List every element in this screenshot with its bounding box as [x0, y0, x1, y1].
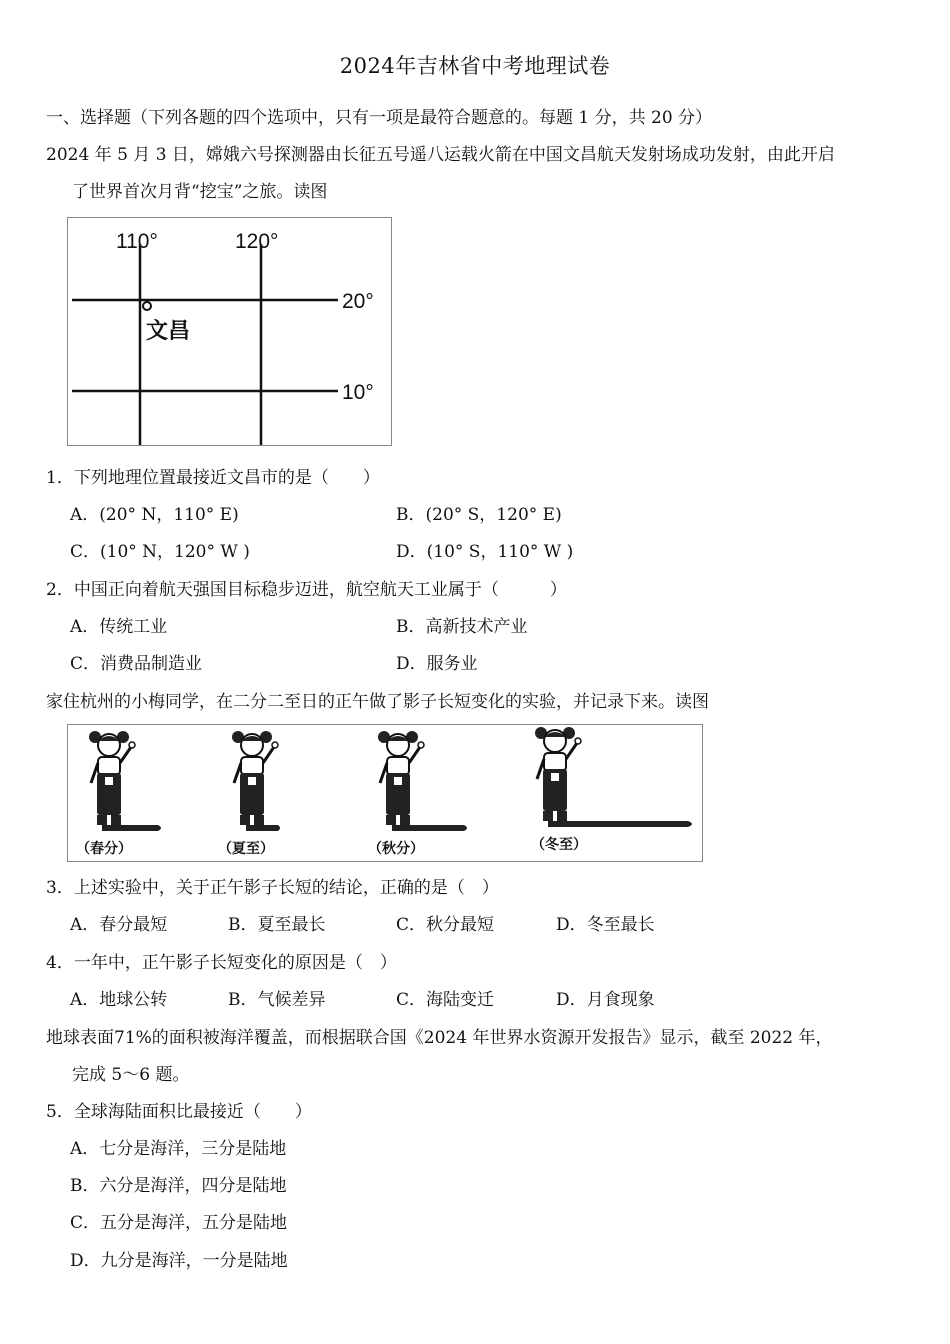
question-5-option-b[interactable]: B．六分是海洋，四分是陆地 [70, 1176, 287, 1196]
question-4-option-c[interactable]: C．海陆变迁 [396, 990, 495, 1010]
question-2-option-d[interactable]: D．服务业 [396, 654, 478, 674]
shadow-autumn [392, 825, 467, 831]
question-1-option-c[interactable]: C．(10° N，120° W ) [70, 542, 250, 562]
lon-label-120: 120° [235, 230, 279, 253]
question-1-option-b[interactable]: B．(20° S，120° E) [396, 505, 562, 525]
question-2-option-a[interactable]: A．传统工业 [70, 617, 168, 637]
label-spring-equinox: （春分） [76, 841, 132, 857]
question-5-option-d[interactable]: D．九分是海洋，一分是陆地 [70, 1251, 288, 1271]
lat-label-20: 20° [342, 290, 374, 313]
question-2-option-b[interactable]: B．高新技术产业 [396, 617, 528, 637]
city-label-wenchang: 文昌 [146, 318, 191, 344]
map-figure [67, 217, 392, 446]
question-2-stem: 2．中国正向着航天强国目标稳步迈进，航空航天工业属于（ ） [46, 580, 567, 600]
lat-label-10: 10° [342, 381, 374, 404]
shadow-winter [548, 821, 692, 827]
shadow-spring [102, 825, 161, 831]
wenchang-marker [143, 302, 151, 310]
shadow-experiment-illustration [68, 725, 702, 861]
intro-3-line-1: 地球表面71%的面积被海洋覆盖，而根据联合国《2024 年世界水资源开发报告》显示，截至 2022 年， [46, 1028, 833, 1048]
question-5-option-a[interactable]: A．七分是海洋，三分是陆地 [70, 1139, 287, 1159]
page-title: 2024年吉林省中考地理试卷 [339, 54, 611, 78]
question-1-option-d[interactable]: D．(10° S，110° W ) [396, 542, 574, 562]
question-3-stem: 3．上述实验中，关于正午影子长短的结论，正确的是（ ） [46, 878, 499, 898]
question-1-option-a[interactable]: A．(20° N，110° E) [70, 505, 239, 525]
question-2-option-c[interactable]: C．消费品制造业 [70, 654, 203, 674]
intro-3-line-2: 完成 5～6 题。 [72, 1065, 190, 1085]
label-autumn-equinox: （秋分） [368, 841, 424, 857]
intro-1-line-2: 了世界首次月背“挖宝”之旅。读图 [72, 182, 328, 202]
question-3-option-c[interactable]: C．秋分最短 [396, 915, 495, 935]
question-4-option-b[interactable]: B．气候差异 [228, 990, 326, 1010]
question-3-option-d[interactable]: D．冬至最长 [556, 915, 655, 935]
question-4-option-a[interactable]: A．地球公转 [70, 990, 168, 1010]
figure-summer-solstice [218, 731, 280, 857]
label-summer-solstice: （夏至） [218, 841, 274, 857]
label-winter-solstice: （冬至） [531, 837, 587, 853]
question-5-stem: 5．全球海陆面积比最接近（ ） [46, 1102, 312, 1122]
question-5-option-c[interactable]: C．五分是海洋，五分是陆地 [70, 1213, 288, 1233]
question-1-stem: 1．下列地理位置最接近文昌市的是（ ） [46, 468, 380, 488]
shadow-figure [67, 724, 703, 862]
figure-spring-equinox [76, 731, 161, 857]
figure-winter-solstice [531, 727, 692, 853]
question-4-option-d[interactable]: D．月食现象 [556, 990, 655, 1010]
question-3-option-b[interactable]: B．夏至最长 [228, 915, 326, 935]
lon-label-110: 110° [116, 230, 158, 253]
shadow-summer [246, 825, 280, 831]
section-heading: 一、选择题（下列各题的四个选项中，只有一项是最符合题意的。每题 1 分，共 20 分） [46, 108, 713, 128]
question-3-option-a[interactable]: A．春分最短 [70, 915, 168, 935]
question-4-stem: 4．一年中，正午影子长短变化的原因是（ ） [46, 953, 397, 973]
intro-2: 家住杭州的小梅同学，在二分二至日的正午做了影子长短变化的实验，并记录下来。读图 [46, 692, 709, 712]
figure-autumn-equinox [368, 731, 467, 857]
intro-1-line-1: 2024 年 5 月 3 日，嫦娥六号探测器由长征五号遥八运载火箭在中国文昌航天发射场成功发射，由此开启 [46, 145, 835, 165]
latitude-longitude-grid [68, 218, 391, 445]
